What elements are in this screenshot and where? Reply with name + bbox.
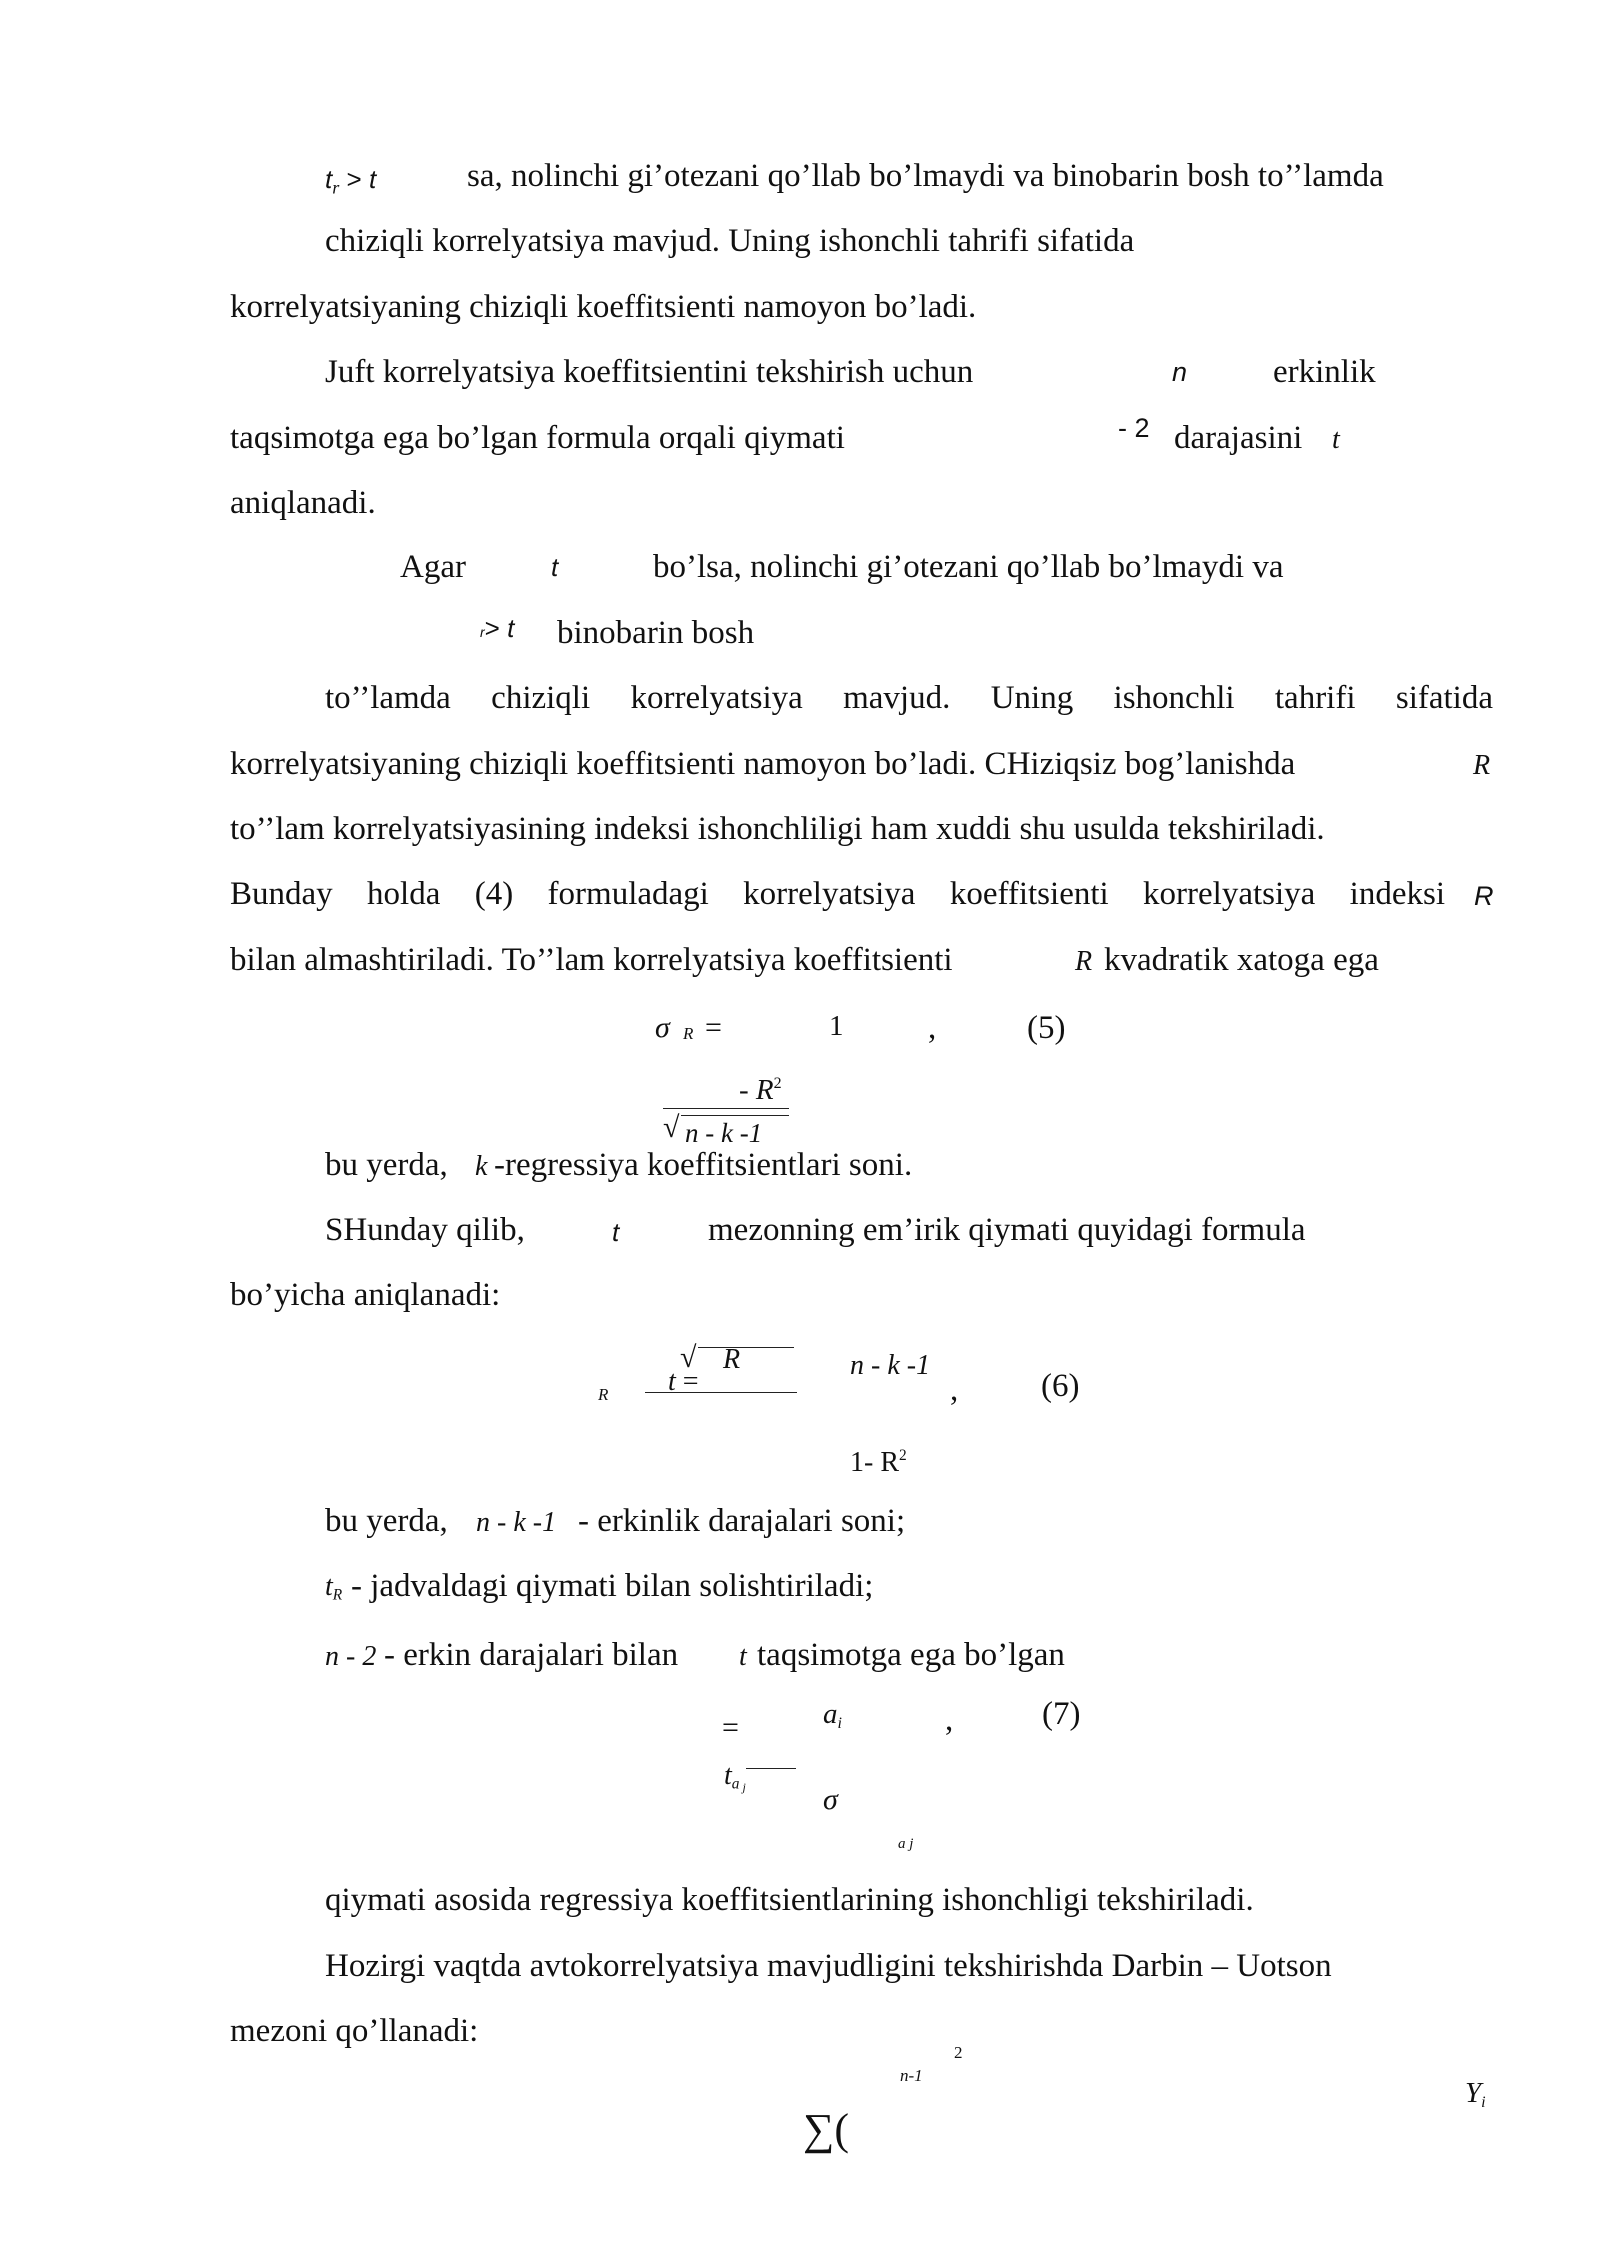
sqrt-sign: √ bbox=[680, 1341, 697, 1374]
math-R: R bbox=[1474, 881, 1494, 911]
math-comma: , bbox=[928, 1010, 937, 1046]
equation-label: (7) bbox=[1042, 1696, 1081, 1732]
paragraph-text: bo’lsa, nolinchi gi’otezani qo’llab bo’lmaydi va bbox=[653, 549, 1284, 585]
math-eq: = bbox=[722, 1711, 739, 1744]
paragraph-text: mezonning em’irik qiymati quyidagi formula bbox=[708, 1212, 1306, 1248]
math-one: 1 bbox=[829, 1010, 844, 1042]
math-R: R bbox=[1473, 750, 1491, 781]
math-R-sub: R bbox=[683, 1024, 694, 1043]
fraction-bar bbox=[663, 1108, 789, 1109]
paragraph-text: bo’yicha aniqlanadi: bbox=[230, 1277, 501, 1313]
paragraph-text: bu yerda, bbox=[325, 1503, 448, 1539]
math-sigma: σ bbox=[655, 1011, 670, 1044]
paragraph-text: Bunday holda (4) formuladagi korrelyatsiya koeffitsienti korrelyatsiya indeksi bbox=[230, 876, 1445, 912]
math-n-k-1: n - k -1 bbox=[685, 1118, 763, 1148]
equation-label: (6) bbox=[1041, 1368, 1080, 1404]
paragraph-text: korrelyatsiyaning chiziqli koeffitsienti namoyon bo’ladi. CHiziqsiz bog’lanishda bbox=[230, 746, 1296, 782]
math-t: t bbox=[739, 1641, 747, 1672]
math-k: k bbox=[475, 1151, 488, 1182]
fraction-bar bbox=[746, 1768, 796, 1769]
math-n-k-1: n - k -1 bbox=[850, 1350, 931, 1381]
paragraph-text: taqsimotga ega bo’lgan formula orqali qiymati bbox=[230, 420, 845, 456]
math-n-2: n - 2 bbox=[325, 1641, 377, 1672]
paragraph-text: - jadvaldagi qiymati bilan solishtiriladi; bbox=[351, 1568, 874, 1604]
paragraph-text: mezoni qo’llanadi: bbox=[230, 2013, 479, 2049]
math-t: t bbox=[551, 552, 559, 582]
math-r-gt-t: r> t bbox=[480, 613, 515, 643]
math-a-j-sub: a j bbox=[898, 1836, 914, 1852]
paragraph-text: kvadratik xatoga ega bbox=[1104, 942, 1379, 978]
math-tr-gt-t: $t_r > t$ bbox=[325, 164, 377, 198]
paragraph-text: - erkin darajalari bilan bbox=[384, 1637, 679, 1673]
paragraph-text: to’’lamda chiziqli korrelyatsiya mavjud. Uning ishonchli tahrifi sifatida bbox=[325, 680, 1493, 716]
math-eq: = bbox=[705, 1011, 722, 1044]
math-n-k-1: n - k -1 bbox=[476, 1507, 557, 1538]
paragraph-text: binobarin bosh bbox=[557, 615, 755, 651]
math-n: n bbox=[1172, 357, 1188, 387]
math-t-eq: t = bbox=[668, 1366, 699, 1397]
paragraph-text: SHunday qilib, bbox=[325, 1212, 525, 1248]
math-minus-R: - $R^2$ bbox=[739, 1074, 782, 1107]
paragraph-text: aniqlanadi. bbox=[230, 485, 376, 521]
math-t: t bbox=[1332, 424, 1340, 455]
math-two-sup: 2 bbox=[954, 2043, 963, 2062]
paragraph-text: - erkinlik darajalari soni; bbox=[578, 1503, 906, 1539]
math-comma: , bbox=[950, 1372, 959, 1408]
sqrt-vinculum bbox=[698, 1347, 794, 1348]
paragraph-text: erkinlik bbox=[1273, 354, 1376, 390]
paragraph-text: Juft korrelyatsiya koeffitsientini tekshirish uchun bbox=[325, 354, 974, 390]
math-a-i: $a_i$ bbox=[823, 1698, 842, 1732]
paragraph-text: qiymati asosida regressiya koeffitsientlarining ishonchligi tekshiriladi. bbox=[325, 1882, 1254, 1918]
paragraph-text: Hozirgi vaqtda avtokorrelyatsiya mavjudligini tekshirishda Darbin – Uotson bbox=[325, 1948, 1332, 1984]
math-R: R bbox=[1075, 946, 1093, 977]
math-comma: , bbox=[945, 1702, 954, 1738]
math-minus-two: - 2 bbox=[1118, 413, 1150, 443]
paragraph-text: sa, nolinchi gi’otezani qo’llab bo’lmaydi va binobarin bosh to’’lamda bbox=[467, 158, 1384, 194]
math-t-a-j: $t_a$ $_j$ bbox=[724, 1760, 746, 1795]
paragraph-text: -regressiya koeffitsientlari soni. bbox=[494, 1147, 913, 1183]
math-t: t bbox=[612, 1217, 620, 1247]
math-n-1: n-1 bbox=[900, 2066, 923, 2085]
paragraph-text: to’’lam korrelyatsiyasining indeksi ishonchliligi ham xuddi shu usulda tekshiriladi. bbox=[230, 811, 1325, 847]
math-sigma: σ bbox=[823, 1783, 838, 1816]
paragraph-text: chiziqli korrelyatsiya mavjud. Uning ishonchli tahrifi sifatida bbox=[325, 223, 1135, 259]
paragraph-text: bu yerda, bbox=[325, 1147, 448, 1183]
equation-label: (5) bbox=[1027, 1010, 1066, 1046]
math-sum: ∑( bbox=[803, 2105, 850, 2154]
paragraph-text: darajasini bbox=[1174, 420, 1303, 456]
math-1-R2: 1- $R^2$ bbox=[850, 1446, 907, 1478]
math-tR: $t_R$ bbox=[325, 1571, 343, 1604]
math-R-sub: R bbox=[598, 1385, 609, 1404]
paragraph-text: taqsimotga ega bo’lgan bbox=[757, 1637, 1065, 1673]
math-R: R bbox=[723, 1344, 741, 1375]
math-Y-i: $Y_i$ bbox=[1465, 2077, 1486, 2111]
paragraph-text: Agar bbox=[400, 549, 466, 585]
sqrt-sign: √ bbox=[663, 1111, 680, 1144]
paragraph-text: korrelyatsiyaning chiziqli koeffitsienti namoyon bo’ladi. bbox=[230, 289, 977, 325]
paragraph-text: bilan almashtiriladi. To’’lam korrelyatsiya koeffitsienti bbox=[230, 942, 953, 978]
